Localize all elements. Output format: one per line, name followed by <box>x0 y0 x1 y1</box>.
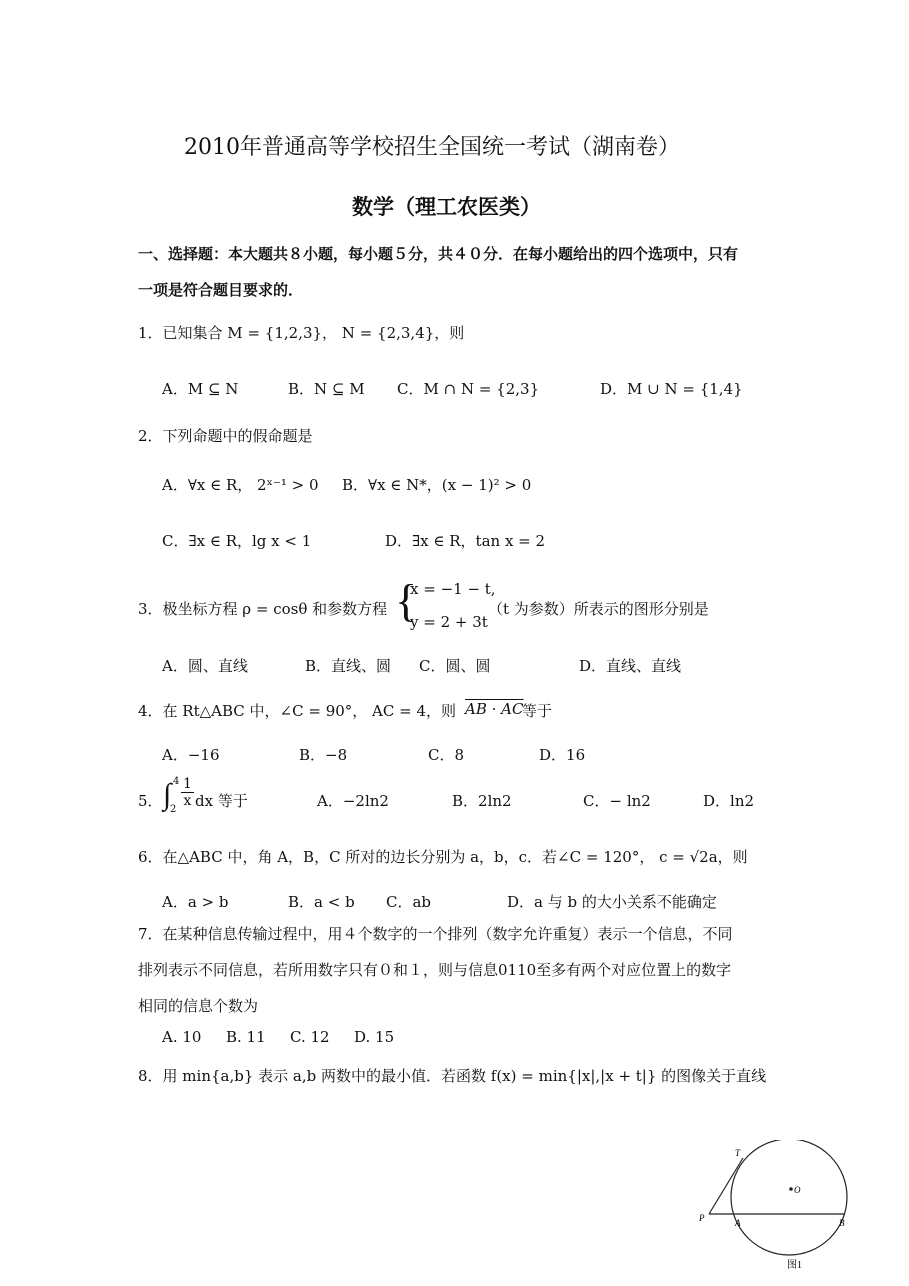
question-6-option-b: B．a < b <box>288 893 355 911</box>
section-heading-line-2: 一项是符合题目要求的． <box>138 281 304 299</box>
question-3-stem-a: 3．极坐标方程 ρ = cosθ 和参数方程 <box>138 600 388 618</box>
fraction-one-over-x <box>181 776 194 809</box>
question-4-option-d: D．16 <box>539 746 586 764</box>
question-4-option-a: A．−16 <box>162 746 220 764</box>
center-point <box>789 1187 793 1191</box>
integral-lower-limit: 2 <box>170 804 177 815</box>
page-subtitle: 数学（理工农医类） <box>352 195 541 219</box>
equation-system-brace: { <box>395 575 418 626</box>
vector-dot-product: AB · AC <box>465 700 524 718</box>
equation-system-line-1: x = −1 − t, <box>410 580 496 598</box>
question-2-option-a: A．∀x ∈ R， 2ˣ⁻¹ > 0 <box>162 476 319 494</box>
question-5-option-d: D．ln2 <box>703 792 755 810</box>
question-4-option-c: C．8 <box>428 746 465 764</box>
question-1-option-c: C．M ∩ N = {2,3} <box>397 380 540 398</box>
question-3-option-c: C．圆、圆 <box>419 657 491 675</box>
question-1-option-b: B．N ⊆ M <box>288 380 365 398</box>
question-7-option-d: D. 15 <box>354 1028 395 1046</box>
geometry-figure <box>695 1140 855 1274</box>
question-6-option-c: C．ab <box>386 893 432 911</box>
figure-caption: 图1 <box>787 1260 802 1271</box>
question-5-number: 5． <box>138 792 163 810</box>
question-5-option-a: A．−2ln2 <box>317 792 389 810</box>
circle-o <box>731 1140 847 1255</box>
question-4-option-b: B．−8 <box>299 746 348 764</box>
fraction-denominator: x <box>183 793 192 809</box>
fraction-numerator: 1 <box>183 776 192 792</box>
question-3-stem-b: （t 为参数）所表示的图形分别是 <box>488 600 709 618</box>
label-o: O <box>794 1185 801 1195</box>
label-b: B <box>839 1218 845 1228</box>
tangent-line-pt <box>709 1158 743 1214</box>
question-2-option-b: B．∀x ∈ N*，(x − 1)² > 0 <box>342 476 532 494</box>
question-2-stem: 2．下列命题中的假命题是 <box>138 427 313 445</box>
question-1-option-a: A．M ⊆ N <box>162 380 239 398</box>
section-heading-line-1: 一、选择题：本大题共８小题，每小题５分，共４０分．在每小题给出的四个选项中，只有 <box>138 245 739 263</box>
question-3-option-a: A．圆、直线 <box>162 657 248 675</box>
question-7-option-b: B. 11 <box>226 1028 266 1046</box>
page-title: 2010年普通高等学校招生全国统一考试（湖南卷） <box>184 135 680 160</box>
label-t: T <box>735 1148 741 1158</box>
question-7-option-a: A. 10 <box>162 1028 202 1046</box>
equation-system-line-2: y = 2 + 3t <box>410 613 488 631</box>
question-3-option-d: D．直线、直线 <box>579 657 682 675</box>
question-4-stem-b: 等于 <box>522 702 553 720</box>
question-4-stem-a: 4．在 Rt△ABC 中，∠C = 90°， AC = 4，则 <box>138 702 457 720</box>
question-7-line-2: 排列表示不同信息，若所用数字只有０和１，则与信息0110至多有两个对应位置上的数字 <box>138 961 732 979</box>
question-7-line-1: 7．在某种信息传输过程中，用４个数字的一个排列（数字允许重复）表示一个信息，不同 <box>138 925 733 943</box>
question-3-option-b: B．直线、圆 <box>305 657 392 675</box>
question-6-option-d: D．a 与 b 的大小关系不能确定 <box>507 893 717 911</box>
question-5-option-c: C．− ln2 <box>583 792 651 810</box>
question-6-stem: 6．在△ABC 中，角 A，B，C 所对的边长分别为 a，b，c．若∠C = 120°， c = √2a，则 <box>138 848 748 866</box>
question-2-option-d: D．∃x ∈ R，tan x = 2 <box>385 532 546 550</box>
question-1-stem: 1．已知集合 M = {1,2,3}， N = {2,3,4}，则 <box>138 324 465 342</box>
question-7-line-3: 相同的信息个数为 <box>138 997 259 1015</box>
question-8-stem: 8．用 min{a,b} 表示 a,b 两数中的最小值．若函数 f(x) = min{|x|,|x + t|} 的图像关于直线 <box>138 1067 767 1085</box>
question-5-rest: dx 等于 <box>195 792 248 810</box>
integral-upper-limit: 4 <box>173 776 180 787</box>
integral-sign: ∫ <box>163 778 172 811</box>
question-5-option-b: B．2ln2 <box>452 792 512 810</box>
question-1-option-d: D．M ∪ N = {1,4} <box>600 380 743 398</box>
question-6-option-a: A．a > b <box>162 893 229 911</box>
question-2-option-c: C．∃x ∈ R，lg x < 1 <box>162 532 312 550</box>
label-a: A <box>735 1218 741 1228</box>
question-7-option-c: C. 12 <box>290 1028 330 1046</box>
label-p: P <box>699 1213 705 1223</box>
